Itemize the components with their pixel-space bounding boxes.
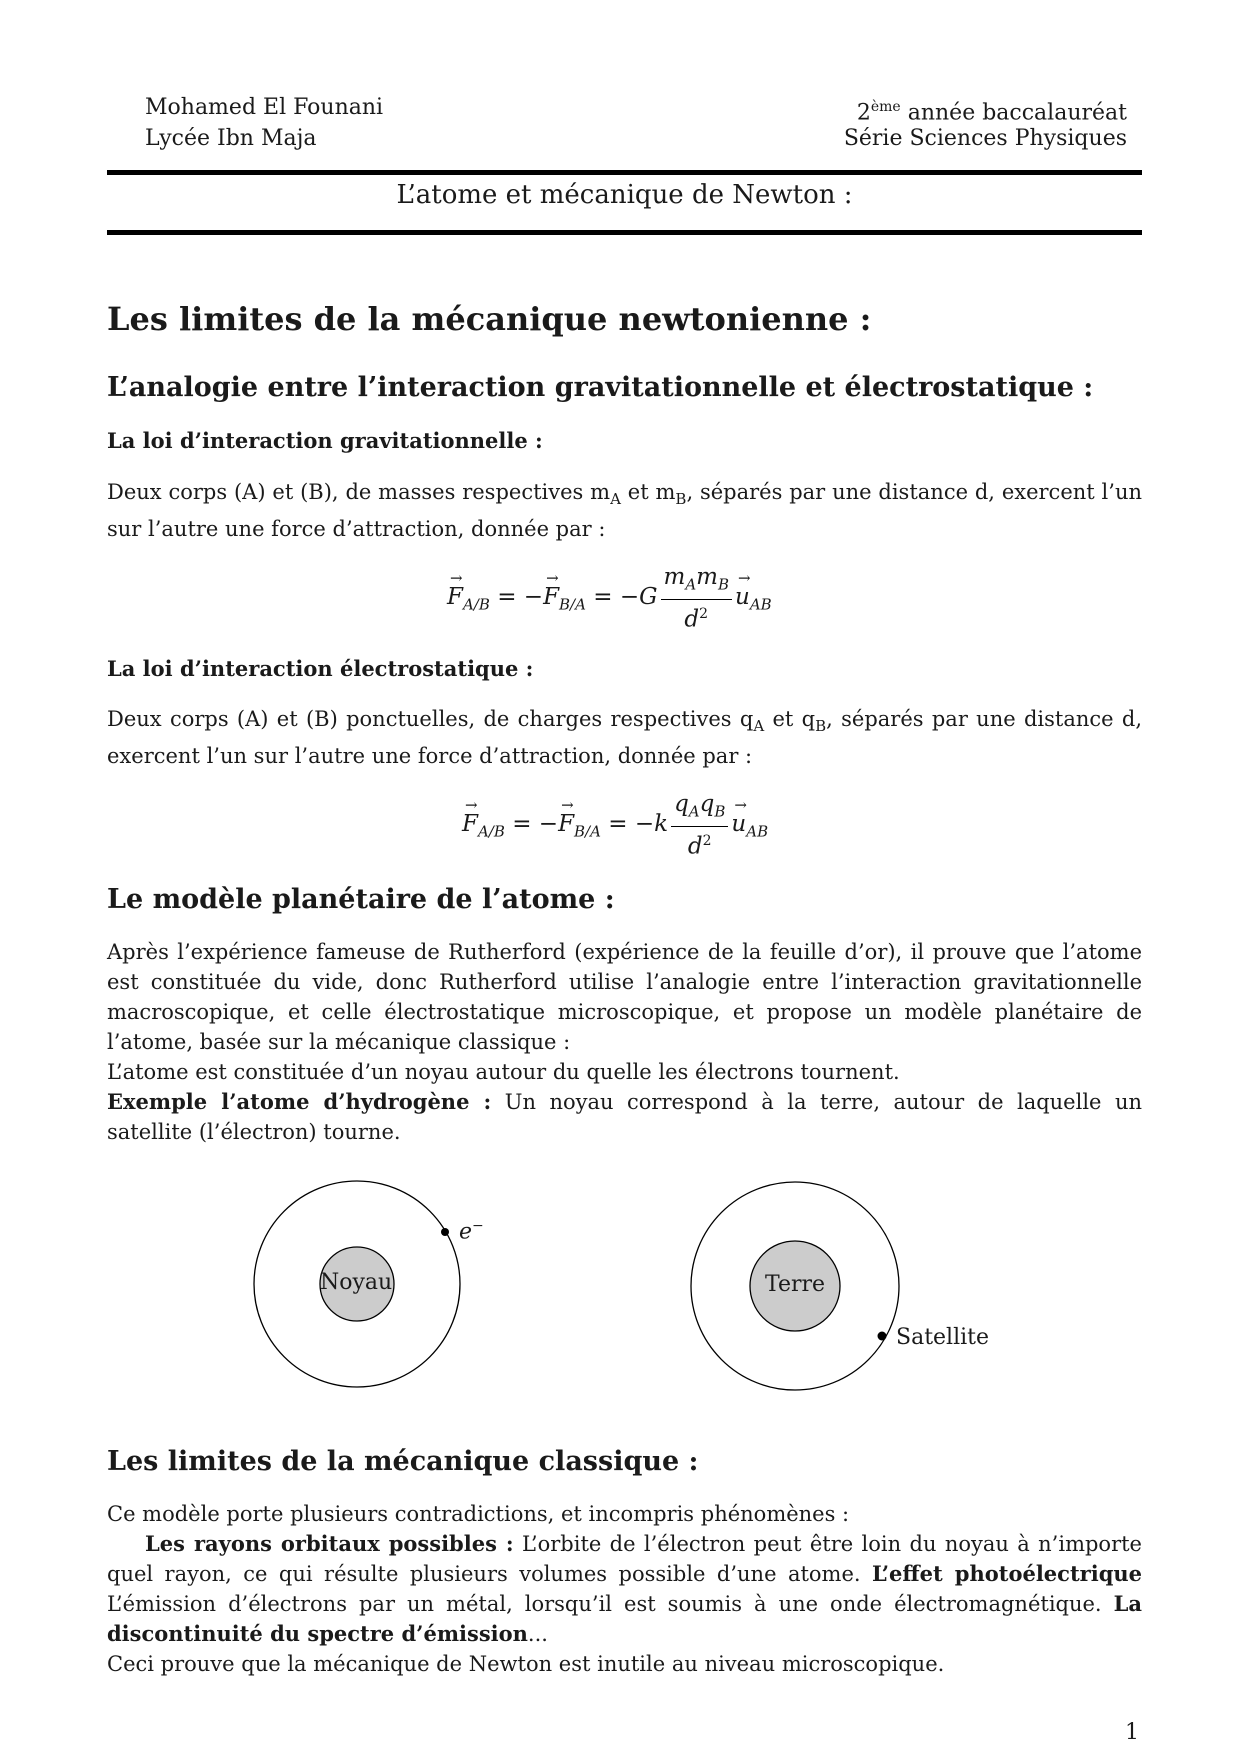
planetary-example <box>107 1087 1142 1147</box>
planetary-p1: Après l’expérience fameuse de Rutherford (expérience de la feuille d’or), il prouve que l’atome est constituée du vide, donc Rutherford utilise l’analogie entre l’interaction gravitationnelle macroscopique, et celle électrostatique microscopique, et propose un modèle planétaire de l’atome, basée sur la mécanique classique : <box>107 940 1142 1054</box>
earth-label: Terre <box>765 1272 826 1297</box>
limits-conclusion: Ceci prouve que la mécanique de Newton est inutile au niveau microscopique. <box>107 1652 945 1676</box>
planetary-p2: L’atome est constituée d’un noyau autour du quelle les électrons tournent. <box>107 1060 900 1084</box>
limits-text <box>107 1499 1142 1679</box>
grav-text-2: et m <box>620 480 676 504</box>
electron-label-text: e <box>459 1219 473 1245</box>
document-title: L’atome et mécanique de Newton : <box>396 180 853 210</box>
grav-law-text <box>107 477 1142 544</box>
limit-photoelectric-text: L’émission d’électrons par un métal, lorsqu’il est soumis à une onde électromagnétique. <box>107 1592 1114 1616</box>
level-sup: ème <box>870 99 901 115</box>
subsection-limits-title: Les limites de la mécanique classique : <box>107 1446 699 1477</box>
subsection-analogy-title: L’analogie entre l’interaction gravitationnelle et électrostatique : <box>107 372 1094 403</box>
page-number: 1 <box>1125 1720 1139 1745</box>
grav-equation: → $F_{A/B}$ = −→ $F_{B/A} = -G$ $\frac{m_Am_B}{d^2}$ → $u_{AB}$ <box>447 563 772 633</box>
limit-spectrum-text: ... <box>527 1622 548 1646</box>
grav-sub-a: A <box>610 490 621 509</box>
elec-sub-a: A <box>753 717 765 736</box>
electron-dot <box>441 1228 449 1236</box>
level-num: 2 <box>856 100 871 126</box>
grav-sub-b: B <box>675 490 687 509</box>
limit-spectrum-label: La discontinuité du spectre d’émission <box>107 1591 1142 1646</box>
top-rule <box>107 170 1142 175</box>
level-rest: année baccalauréat <box>900 100 1127 126</box>
elec-text-3: , séparés par une distance d, exercent l’un sur l’autre une force d’attraction, donnée par : <box>107 707 1142 769</box>
satellite-label: Satellite <box>896 1325 990 1350</box>
nucleus-label: Noyau <box>320 1270 393 1295</box>
example-label: Exemple l’atome d’hydrogène : <box>107 1089 492 1114</box>
bottom-rule <box>107 230 1142 235</box>
example-text: Un noyau correspond à la terre, autour de laquelle un satellite (l’électron) tourne. <box>107 1090 1143 1144</box>
elec-law-title: La loi d’interaction électrostatique : <box>107 656 534 681</box>
satellite-dot <box>878 1332 887 1341</box>
limit-orbital-label: Les rayons orbitaux possibles : <box>145 1531 514 1556</box>
elec-law-text <box>107 704 1142 771</box>
limit-photoelectric-label: L’effet photoélectrique <box>872 1561 1143 1586</box>
grav-text-1: Deux corps (A) et (B), de masses respectives m <box>107 480 611 504</box>
elec-text-2: et q <box>764 707 816 731</box>
limit-orbital-text: L’orbite de l’électron peut être loin du noyau à n’importe quel rayon, ce qui résulte plusieurs volumes possible d’une atome. <box>107 1532 1142 1586</box>
grav-law-title: La loi d’interaction gravitationnelle : <box>107 428 543 453</box>
author-name: Mohamed El Founani <box>145 95 384 120</box>
elec-text-1: Deux corps (A) et (B) ponctuelles, de charges respectives q <box>107 707 754 731</box>
school-name: Lycée Ibn Maja <box>145 126 317 151</box>
elec-equation: → $F_{A/B}$ = −→ $F_{B/A} = -k$ $\frac{q_Aq_B}{d^2}$ → $u_{AB}$ <box>462 790 768 860</box>
series: Série Sciences Physiques <box>843 126 1127 151</box>
electron-label <box>459 1218 484 1244</box>
subsection-planetary-title: Le modèle planétaire de l’atome : <box>107 884 615 915</box>
limits-intro: Ce modèle porte plusieurs contradictions, et incompris phénomènes : <box>107 1502 850 1526</box>
planetary-text <box>107 937 1142 1147</box>
limits-list <box>107 1529 1142 1649</box>
elec-sub-b: B <box>815 717 827 736</box>
grav-text-3: , séparés par une distance d, exercent l’un sur l’autre une force d’attraction, donnée par : <box>107 480 1142 542</box>
electron-label-sup: − <box>472 1218 484 1234</box>
section-title: Les limites de la mécanique newtonienne : <box>107 300 872 338</box>
